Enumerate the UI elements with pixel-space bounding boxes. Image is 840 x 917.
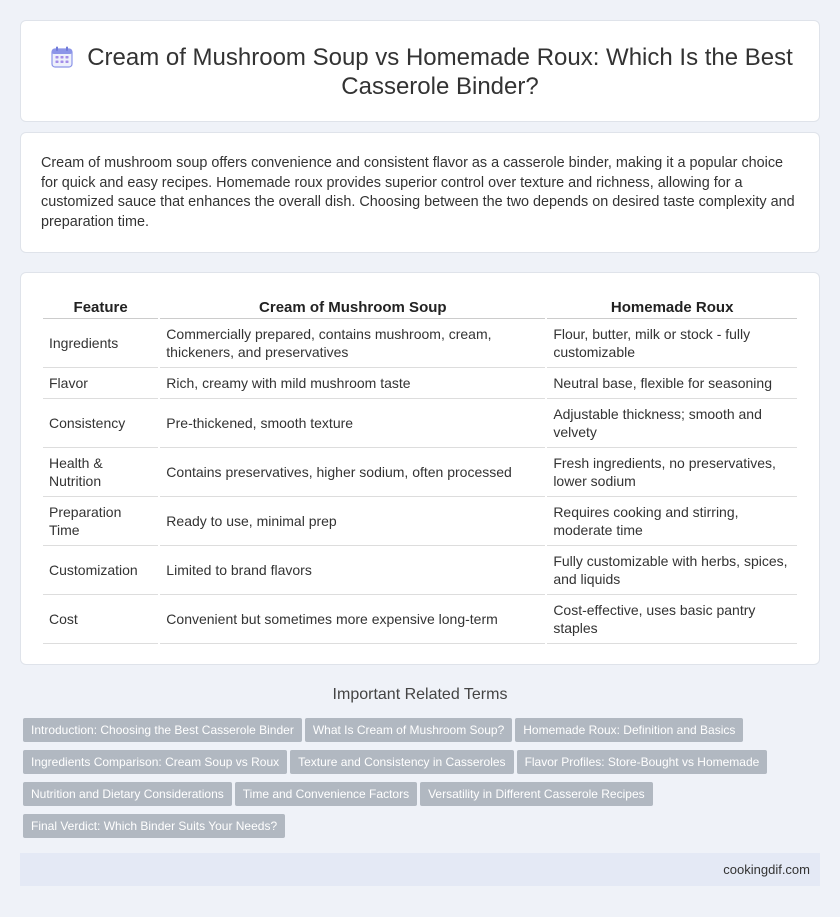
roux-cell: Requires cooking and stirring, moderate time bbox=[547, 497, 797, 546]
table-row bbox=[43, 595, 797, 644]
soup-cell: Convenient but sometimes more expensive long-term bbox=[160, 595, 545, 644]
roux-cell: Cost-effective, uses basic pantry staples bbox=[547, 595, 797, 644]
soup-cell: Pre-thickened, smooth texture bbox=[160, 399, 545, 448]
feature-cell: Flavor bbox=[43, 368, 158, 399]
intro-card bbox=[20, 132, 820, 253]
calendar-icon bbox=[51, 46, 73, 68]
related-term-tag[interactable]: Homemade Roux: Definition and Basics bbox=[515, 718, 743, 742]
comparison-card bbox=[20, 272, 820, 665]
table-row bbox=[43, 546, 797, 595]
related-term-tag[interactable]: Ingredients Comparison: Cream Soup vs Roux bbox=[23, 750, 287, 774]
feature-cell: Consistency bbox=[43, 399, 158, 448]
feature-cell: Ingredients bbox=[43, 319, 158, 368]
soup-cell: Contains preservatives, higher sodium, often processed bbox=[160, 448, 545, 497]
related-term-tag[interactable]: Introduction: Choosing the Best Casserole Binder bbox=[23, 718, 302, 742]
related-terms-heading: Important Related Terms bbox=[332, 686, 508, 703]
roux-cell: Neutral base, flexible for seasoning bbox=[547, 368, 797, 399]
footer-site-link[interactable]: cookingdif.com bbox=[723, 862, 810, 877]
soup-cell: Rich, creamy with mild mushroom taste bbox=[160, 368, 545, 399]
feature-cell: Health & Nutrition bbox=[43, 448, 158, 497]
roux-cell: Fresh ingredients, no preservatives, lower sodium bbox=[547, 448, 797, 497]
related-term-tag[interactable]: Flavor Profiles: Store-Bought vs Homemade bbox=[517, 750, 768, 774]
column-header-cream-of-mushroom-soup: Cream of Mushroom Soup bbox=[160, 295, 545, 319]
table-row bbox=[43, 319, 797, 368]
roux-cell: Fully customizable with herbs, spices, and liquids bbox=[547, 546, 797, 595]
related-term-tag[interactable]: Nutrition and Dietary Considerations bbox=[23, 782, 232, 806]
related-term-tag[interactable]: Versatility in Different Casserole Recipes bbox=[420, 782, 653, 806]
page-title: Cream of Mushroom Soup vs Homemade Roux: Which Is the Best Casserole Binder? bbox=[87, 44, 793, 100]
related-term-tag[interactable]: Time and Convenience Factors bbox=[235, 782, 417, 806]
roux-cell: Flour, butter, milk or stock - fully customizable bbox=[547, 319, 797, 368]
related-term-tag[interactable]: Final Verdict: Which Binder Suits Your Needs? bbox=[23, 814, 285, 838]
feature-cell: Customization bbox=[43, 546, 158, 595]
related-terms-list bbox=[23, 718, 820, 846]
column-header-homemade-roux: Homemade Roux bbox=[547, 295, 797, 319]
feature-cell: Preparation Time bbox=[43, 497, 158, 546]
table-row bbox=[43, 368, 797, 399]
related-term-tag[interactable]: What Is Cream of Mushroom Soup? bbox=[305, 718, 512, 742]
roux-cell: Adjustable thickness; smooth and velvety bbox=[547, 399, 797, 448]
footer-bar bbox=[20, 853, 820, 886]
header-card bbox=[20, 20, 820, 122]
intro-paragraph: Cream of mushroom soup offers convenience and consistent flavor as a casserole binder, making it a popular choice for quick and easy recipes. Homemade roux provides superior control over texture and richness, allowing for a customized sauce that enhances the overall dish. Choosing between the two depends on desired taste complexity and preparation time. bbox=[41, 155, 795, 230]
feature-cell: Cost bbox=[43, 595, 158, 644]
column-header-feature: Feature bbox=[43, 295, 158, 319]
table-header-row bbox=[43, 295, 797, 319]
table-row bbox=[43, 399, 797, 448]
soup-cell: Commercially prepared, contains mushroom, cream, thickeners, and preservatives bbox=[160, 319, 545, 368]
related-term-tag[interactable]: Texture and Consistency in Casseroles bbox=[290, 750, 513, 774]
soup-cell: Limited to brand flavors bbox=[160, 546, 545, 595]
table-row bbox=[43, 448, 797, 497]
soup-cell: Ready to use, minimal prep bbox=[160, 497, 545, 546]
comparison-table bbox=[41, 295, 799, 644]
table-row bbox=[43, 497, 797, 546]
